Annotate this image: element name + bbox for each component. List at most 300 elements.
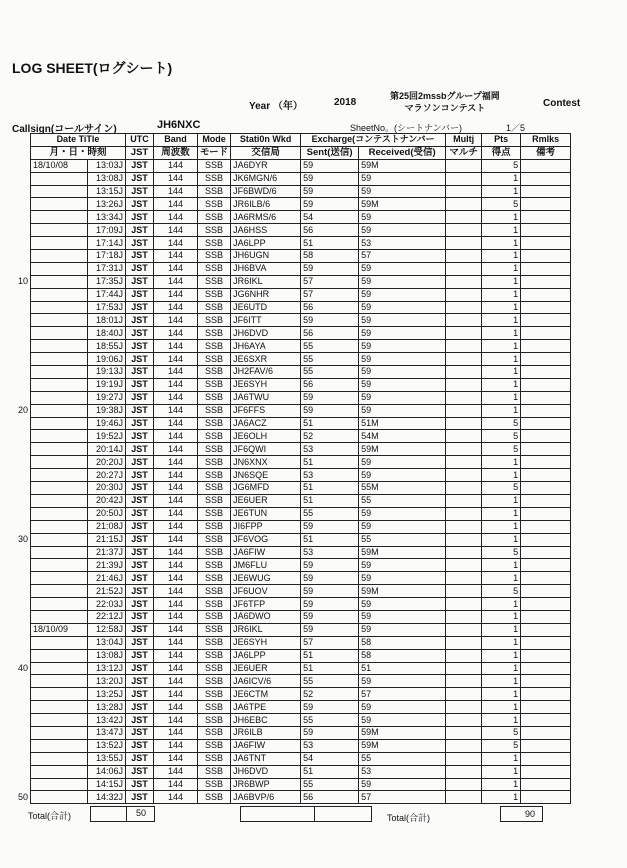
cell-time: 19:27J xyxy=(88,391,126,404)
cell-band: 144 xyxy=(154,598,198,611)
cell-remarks xyxy=(521,456,571,469)
cell-time: 19:38J xyxy=(88,404,126,417)
cell-band: 144 xyxy=(154,237,198,250)
cell-mult xyxy=(446,469,482,482)
cell-station: JK6MGN/6 xyxy=(231,172,301,185)
cell-pts: 1 xyxy=(482,507,521,520)
cell-time: 18:01J xyxy=(88,314,126,327)
cell-station: JN6XNX xyxy=(231,456,301,469)
cell-received: 59 xyxy=(359,288,446,301)
cell-remarks xyxy=(521,739,571,752)
cell-time: 13:03J xyxy=(88,159,126,172)
cell-received: 59M xyxy=(359,546,446,559)
cell-remarks xyxy=(521,172,571,185)
cell-pts: 1 xyxy=(482,185,521,198)
cell-date xyxy=(31,366,88,379)
cell-sent: 55 xyxy=(301,353,359,366)
row-number-marker: 30 xyxy=(18,534,29,545)
table-row xyxy=(31,765,571,778)
cell-received: 59 xyxy=(359,340,446,353)
cell-date: 18/10/09 xyxy=(31,623,88,636)
cell-mode: SSB xyxy=(198,185,231,198)
cell-date xyxy=(31,649,88,662)
cell-sent: 59 xyxy=(301,585,359,598)
cell-remarks xyxy=(521,469,571,482)
cell-date xyxy=(31,520,88,533)
cell-station: JH6AYA xyxy=(231,340,301,353)
cell-jst: JST xyxy=(126,662,154,675)
cell-pts: 1 xyxy=(482,636,521,649)
cell-station: JH6BVA xyxy=(231,262,301,275)
cell-mode: SSB xyxy=(198,649,231,662)
cell-mult xyxy=(446,482,482,495)
cell-jst: JST xyxy=(126,752,154,765)
cell-pts: 5 xyxy=(482,546,521,559)
cell-time: 17:18J xyxy=(88,250,126,263)
cell-pts: 5 xyxy=(482,585,521,598)
cell-remarks xyxy=(521,340,571,353)
cell-mult xyxy=(446,443,482,456)
sheet-number-value: 1／5 xyxy=(506,123,526,133)
cell-remarks xyxy=(521,572,571,585)
cell-sent: 56 xyxy=(301,378,359,391)
cell-pts: 1 xyxy=(482,791,521,804)
cell-band: 144 xyxy=(154,675,198,688)
cell-band: 144 xyxy=(154,378,198,391)
cell-pts: 1 xyxy=(482,262,521,275)
cell-station: JA6TPE xyxy=(231,701,301,714)
cell-remarks xyxy=(521,520,571,533)
cell-received: 55 xyxy=(359,533,446,546)
cell-pts: 5 xyxy=(482,159,521,172)
table-row xyxy=(31,675,571,688)
cell-time: 13:20J xyxy=(88,675,126,688)
cell-mode: SSB xyxy=(198,391,231,404)
cell-received: 57 xyxy=(359,688,446,701)
cell-band: 144 xyxy=(154,739,198,752)
cell-sent: 59 xyxy=(301,172,359,185)
cell-date xyxy=(31,533,88,546)
cell-date xyxy=(31,675,88,688)
col-mode-jp: モード xyxy=(198,146,231,159)
cell-band: 144 xyxy=(154,159,198,172)
cell-time: 13:26J xyxy=(88,198,126,211)
cell-sent: 56 xyxy=(301,224,359,237)
header-row-english xyxy=(31,134,571,147)
cell-mode: SSB xyxy=(198,714,231,727)
cell-station: JG6MFD xyxy=(231,482,301,495)
cell-band: 144 xyxy=(154,262,198,275)
cell-mode: SSB xyxy=(198,507,231,520)
cell-sent: 55 xyxy=(301,714,359,727)
cell-mult xyxy=(446,610,482,623)
cell-jst: JST xyxy=(126,391,154,404)
cell-mode: SSB xyxy=(198,378,231,391)
cell-band: 144 xyxy=(154,533,198,546)
cell-mult xyxy=(446,752,482,765)
cell-mult xyxy=(446,533,482,546)
cell-sent: 59 xyxy=(301,572,359,585)
cell-jst: JST xyxy=(126,469,154,482)
cell-band: 144 xyxy=(154,662,198,675)
cell-jst: JST xyxy=(126,224,154,237)
cell-pts: 5 xyxy=(482,430,521,443)
cell-sent: 59 xyxy=(301,520,359,533)
cell-pts: 1 xyxy=(482,391,521,404)
cell-jst: JST xyxy=(126,288,154,301)
cell-station: JR6IKL xyxy=(231,623,301,636)
cell-remarks xyxy=(521,494,571,507)
cell-mult xyxy=(446,327,482,340)
cell-jst: JST xyxy=(126,250,154,263)
cell-mode: SSB xyxy=(198,765,231,778)
cell-station: JR6ILB xyxy=(231,726,301,739)
cell-remarks xyxy=(521,675,571,688)
cell-remarks xyxy=(521,224,571,237)
cell-mode: SSB xyxy=(198,559,231,572)
cell-time: 18:55J xyxy=(88,340,126,353)
cell-band: 144 xyxy=(154,520,198,533)
cell-remarks xyxy=(521,301,571,314)
cell-pts: 1 xyxy=(482,765,521,778)
cell-band: 144 xyxy=(154,752,198,765)
table-row xyxy=(31,701,571,714)
cell-band: 144 xyxy=(154,353,198,366)
table-row xyxy=(31,417,571,430)
cell-pts: 1 xyxy=(482,404,521,417)
cell-station: JE6CTM xyxy=(231,688,301,701)
cell-sent: 51 xyxy=(301,456,359,469)
cell-mode: SSB xyxy=(198,598,231,611)
cell-remarks xyxy=(521,649,571,662)
cell-date xyxy=(31,172,88,185)
cell-sent: 57 xyxy=(301,275,359,288)
cell-band: 144 xyxy=(154,443,198,456)
cell-station: JN6SQE xyxy=(231,469,301,482)
cell-jst: JST xyxy=(126,378,154,391)
cell-received: 58 xyxy=(359,636,446,649)
cell-time: 22:12J xyxy=(88,610,126,623)
cell-date xyxy=(31,752,88,765)
cell-time: 17:09J xyxy=(88,224,126,237)
table-row xyxy=(31,185,571,198)
cell-mode: SSB xyxy=(198,585,231,598)
cell-jst: JST xyxy=(126,211,154,224)
table-row xyxy=(31,469,571,482)
cell-sent: 51 xyxy=(301,237,359,250)
table-row xyxy=(31,572,571,585)
cell-sent: 51 xyxy=(301,649,359,662)
total-value-left: 50 xyxy=(136,808,147,818)
cell-received: 59 xyxy=(359,778,446,791)
cell-pts: 1 xyxy=(482,288,521,301)
cell-time: 20:30J xyxy=(88,482,126,495)
cell-pts: 1 xyxy=(482,353,521,366)
cell-jst: JST xyxy=(126,443,154,456)
cell-pts: 1 xyxy=(482,623,521,636)
cell-date xyxy=(31,288,88,301)
table-row xyxy=(31,559,571,572)
cell-time: 13:52J xyxy=(88,739,126,752)
cell-sent: 58 xyxy=(301,250,359,263)
cell-station: JA6TNT xyxy=(231,752,301,765)
cell-date xyxy=(31,185,88,198)
cell-received: 59 xyxy=(359,353,446,366)
cell-band: 144 xyxy=(154,585,198,598)
cell-date xyxy=(31,482,88,495)
cell-date xyxy=(31,443,88,456)
cell-time: 17:53J xyxy=(88,301,126,314)
cell-jst: JST xyxy=(126,262,154,275)
cell-sent: 53 xyxy=(301,739,359,752)
col-mult-jp: マルチ xyxy=(446,146,482,159)
cell-pts: 1 xyxy=(482,533,521,546)
cell-jst: JST xyxy=(126,610,154,623)
cell-date xyxy=(31,275,88,288)
cell-sent: 51 xyxy=(301,494,359,507)
cell-mult xyxy=(446,598,482,611)
cell-received: 59 xyxy=(359,275,446,288)
table-row xyxy=(31,714,571,727)
cell-date xyxy=(31,224,88,237)
cell-band: 144 xyxy=(154,507,198,520)
cell-received: 55M xyxy=(359,482,446,495)
cell-station: JE6SYH xyxy=(231,636,301,649)
total-box-left-a xyxy=(90,806,127,822)
cell-remarks xyxy=(521,404,571,417)
row-number-marker: 50 xyxy=(18,791,29,802)
cell-mode: SSB xyxy=(198,404,231,417)
cell-remarks xyxy=(521,378,571,391)
cell-mult xyxy=(446,636,482,649)
cell-mode: SSB xyxy=(198,288,231,301)
col-station: Stati0n Wkd xyxy=(231,134,301,147)
cell-remarks xyxy=(521,701,571,714)
cell-mode: SSB xyxy=(198,327,231,340)
cell-date xyxy=(31,327,88,340)
table-row xyxy=(31,456,571,469)
cell-mult xyxy=(446,159,482,172)
cell-sent: 53 xyxy=(301,469,359,482)
table-row xyxy=(31,404,571,417)
cell-band: 144 xyxy=(154,211,198,224)
cell-band: 144 xyxy=(154,623,198,636)
cell-mode: SSB xyxy=(198,701,231,714)
col-pts: Pts xyxy=(482,134,521,147)
cell-date xyxy=(31,404,88,417)
cell-mode: SSB xyxy=(198,662,231,675)
cell-station: JE6SYH xyxy=(231,378,301,391)
cell-mult xyxy=(446,391,482,404)
cell-sent: 56 xyxy=(301,327,359,340)
table-row xyxy=(31,688,571,701)
table-row xyxy=(31,327,571,340)
cell-mode: SSB xyxy=(198,778,231,791)
cell-mult xyxy=(446,366,482,379)
col-date-jp: 月・日・時刻 xyxy=(31,146,126,159)
cell-pts: 1 xyxy=(482,701,521,714)
table-row xyxy=(31,482,571,495)
table-row xyxy=(31,353,571,366)
cell-band: 144 xyxy=(154,185,198,198)
col-mult: Multj xyxy=(446,134,482,147)
cell-jst: JST xyxy=(126,726,154,739)
total-label-left: Total(合計) xyxy=(28,811,72,821)
cell-received: 54M xyxy=(359,430,446,443)
cell-mult xyxy=(446,172,482,185)
cell-remarks xyxy=(521,250,571,263)
cell-date xyxy=(31,353,88,366)
row-number-marker: 10 xyxy=(18,276,29,287)
table-row xyxy=(31,507,571,520)
cell-mult xyxy=(446,662,482,675)
cell-mode: SSB xyxy=(198,443,231,456)
cell-band: 144 xyxy=(154,791,198,804)
cell-jst: JST xyxy=(126,559,154,572)
col-station-jp: 交信局 xyxy=(231,146,301,159)
cell-band: 144 xyxy=(154,636,198,649)
cell-mult xyxy=(446,559,482,572)
table-row xyxy=(31,159,571,172)
cell-jst: JST xyxy=(126,430,154,443)
cell-mode: SSB xyxy=(198,275,231,288)
year-value: 2018 xyxy=(334,97,357,108)
cell-jst: JST xyxy=(126,623,154,636)
cell-received: 59 xyxy=(359,623,446,636)
cell-sent: 51 xyxy=(301,765,359,778)
cell-pts: 1 xyxy=(482,778,521,791)
cell-date xyxy=(31,610,88,623)
cell-sent: 59 xyxy=(301,404,359,417)
cell-jst: JST xyxy=(126,494,154,507)
contest-name xyxy=(390,90,500,114)
cell-station: JA6HSS xyxy=(231,224,301,237)
table-row xyxy=(31,443,571,456)
cell-pts: 1 xyxy=(482,314,521,327)
cell-mode: SSB xyxy=(198,430,231,443)
cell-received: 59 xyxy=(359,610,446,623)
cell-mult xyxy=(446,494,482,507)
row-number-marker: 40 xyxy=(18,663,29,674)
cell-date xyxy=(31,456,88,469)
cell-mult xyxy=(446,404,482,417)
cell-pts: 1 xyxy=(482,752,521,765)
cell-band: 144 xyxy=(154,340,198,353)
callsign-value: JH6NXC xyxy=(157,119,201,131)
cell-station: JA6LPP xyxy=(231,237,301,250)
cell-time: 21:08J xyxy=(88,520,126,533)
cell-mult xyxy=(446,726,482,739)
table-row xyxy=(31,649,571,662)
cell-mult xyxy=(446,456,482,469)
cell-mode: SSB xyxy=(198,791,231,804)
cell-band: 144 xyxy=(154,430,198,443)
cell-band: 144 xyxy=(154,482,198,495)
cell-mult xyxy=(446,791,482,804)
cell-remarks xyxy=(521,546,571,559)
cell-station: JF6FFS xyxy=(231,404,301,417)
cell-mode: SSB xyxy=(198,198,231,211)
cell-jst: JST xyxy=(126,701,154,714)
cell-sent: 54 xyxy=(301,211,359,224)
table-row xyxy=(31,494,571,507)
cell-received: 59 xyxy=(359,378,446,391)
cell-received: 59 xyxy=(359,572,446,585)
cell-time: 21:15J xyxy=(88,533,126,546)
cell-mode: SSB xyxy=(198,353,231,366)
cell-band: 144 xyxy=(154,404,198,417)
cell-time: 17:44J xyxy=(88,288,126,301)
cell-mode: SSB xyxy=(198,572,231,585)
cell-mode: SSB xyxy=(198,520,231,533)
cell-remarks xyxy=(521,726,571,739)
cell-station: JA6ACZ xyxy=(231,417,301,430)
cell-band: 144 xyxy=(154,559,198,572)
cell-pts: 1 xyxy=(482,366,521,379)
cell-pts: 1 xyxy=(482,275,521,288)
page-title: LOG SHEET(ログシート) xyxy=(12,60,173,76)
cell-mode: SSB xyxy=(198,159,231,172)
cell-remarks xyxy=(521,714,571,727)
total-box-mid-b xyxy=(240,806,315,822)
cell-time: 13:34J xyxy=(88,211,126,224)
cell-jst: JST xyxy=(126,546,154,559)
col-mode: Mode xyxy=(198,134,231,147)
cell-remarks xyxy=(521,366,571,379)
cell-jst: JST xyxy=(126,636,154,649)
cell-received: 59M xyxy=(359,159,446,172)
cell-received: 59 xyxy=(359,301,446,314)
cell-date xyxy=(31,301,88,314)
cell-remarks xyxy=(521,598,571,611)
cell-band: 144 xyxy=(154,366,198,379)
table-row xyxy=(31,340,571,353)
cell-mult xyxy=(446,314,482,327)
cell-time: 21:46J xyxy=(88,572,126,585)
cell-date xyxy=(31,417,88,430)
cell-band: 144 xyxy=(154,701,198,714)
col-remarks: Rmlks xyxy=(521,134,571,147)
cell-pts: 1 xyxy=(482,250,521,263)
cell-station: JF6VOG xyxy=(231,533,301,546)
table-row xyxy=(31,378,571,391)
cell-station: JH6EBC xyxy=(231,714,301,727)
cell-band: 144 xyxy=(154,417,198,430)
cell-station: JH6UGN xyxy=(231,250,301,263)
year-label: Year （年） xyxy=(249,101,303,112)
cell-date xyxy=(31,572,88,585)
cell-time: 13:55J xyxy=(88,752,126,765)
table-row xyxy=(31,546,571,559)
cell-time: 13:04J xyxy=(88,636,126,649)
cell-sent: 59 xyxy=(301,198,359,211)
table-row xyxy=(31,250,571,263)
cell-received: 59 xyxy=(359,675,446,688)
cell-mode: SSB xyxy=(198,533,231,546)
cell-mult xyxy=(446,288,482,301)
cell-band: 144 xyxy=(154,275,198,288)
cell-mult xyxy=(446,649,482,662)
table-row xyxy=(31,533,571,546)
cell-received: 59 xyxy=(359,185,446,198)
cell-date xyxy=(31,739,88,752)
cell-mult xyxy=(446,262,482,275)
cell-band: 144 xyxy=(154,494,198,507)
cell-station: JF6BWD/6 xyxy=(231,185,301,198)
cell-date xyxy=(31,546,88,559)
table-row xyxy=(31,520,571,533)
cell-station: JE6UER xyxy=(231,494,301,507)
